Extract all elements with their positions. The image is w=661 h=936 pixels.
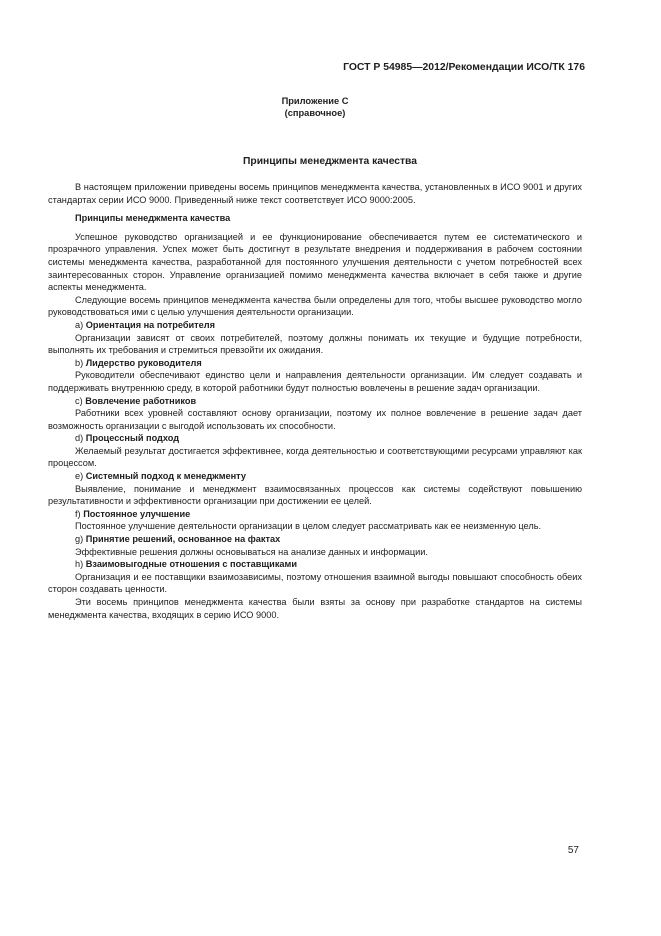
principle-a-heading bbox=[48, 319, 582, 332]
principle-a-text: Организации зависят от своих потребителей, поэтому должны понимать их текущие и будущие потребности, выполнять их требования и стремиться превзойти их ожидания. bbox=[48, 332, 582, 356]
principle-d-text: Желаемый результат достигается эффективнее, когда деятельностью и соответствующими ресурсами управляют как процессом. bbox=[48, 445, 582, 469]
principle-c-text: Работники всех уровней составляют основу организации, поэтому их полное вовлечение в решение задач дает возможность организации с выгодой использовать их способности. bbox=[48, 408, 582, 431]
paragraph-2: Следующие восемь принципов менеджмента качества были определены для того, чтобы высшее руководство могло руководствоваться ими с целью улучшения деятельности организации. bbox=[48, 294, 582, 318]
appendix-title: Приложение С bbox=[281, 96, 349, 106]
principle-name: Системный подход к менеджменту bbox=[85, 471, 246, 482]
principle-h-heading bbox=[48, 558, 582, 571]
principle-h-text: Организация и ее поставщики взаимозависимы, поэтому отношения взаимной выгоды повышают способность обеих сторон создавать ценности. bbox=[48, 571, 582, 595]
page-number: 57 bbox=[567, 845, 579, 856]
principle-b-text: Руководители обеспечивают единство цели и направления деятельности организации. Им следует создавать и поддерживать внутреннюю среду, в которой работники будут полностью вовлечены в решение задач организации. bbox=[48, 370, 582, 393]
principle-d-heading bbox=[48, 432, 582, 445]
principle-letter: b) bbox=[75, 357, 84, 368]
principle-letter: d) bbox=[75, 433, 84, 444]
principle-name: Вовлечение работников bbox=[85, 395, 197, 406]
section-heading: Принципы менеджмента качества bbox=[75, 213, 231, 224]
closing-paragraph: Эти восемь принципов менеджмента качества были взяты за основу при разработке стандартов на системы менеджмента качества, входящих в серию ИСО 9000. bbox=[48, 597, 582, 620]
principle-letter: e) bbox=[75, 471, 84, 482]
principle-g-heading bbox=[48, 533, 582, 546]
principle-letter: g) bbox=[75, 534, 84, 545]
principle-name: Ориентация на потребителя bbox=[85, 319, 215, 330]
principle-letter: c) bbox=[75, 395, 83, 406]
paragraph-1: Успешное руководство организацией и ее функционирование обеспечивается путем ее систематического и прозрачного управления. Успех может быть достигнут в результате внедрения и поддерживания в рабочем состоянии системы менеджмента качества, разработанной для постоянного улучшения деятельности с учетом потребностей всех заинтересованных сторон. Управление организацией помимо менеджмента качества включает в себя также и другие аспекты менеджмента. bbox=[48, 231, 582, 293]
page-title: Принципы менеджмента качества bbox=[243, 156, 417, 167]
principle-e-heading bbox=[48, 470, 582, 483]
principle-letter: f) bbox=[75, 508, 81, 519]
principle-name: Постоянное улучшение bbox=[83, 508, 191, 519]
principle-f-heading bbox=[48, 508, 582, 521]
appendix-label bbox=[200, 95, 430, 119]
principle-letter: a) bbox=[75, 319, 84, 330]
principle-name: Взаимовыгодные отношения с поставщиками bbox=[85, 559, 297, 570]
principle-name: Процессный подход bbox=[85, 433, 180, 444]
principle-g-text: Эффективные решения должны основываться на анализе данных и информации. bbox=[75, 546, 428, 557]
document-header: ГОСТ Р 54985—2012/Рекомендации ИСО/ТК 176 bbox=[343, 62, 585, 73]
appendix-type: (справочное) bbox=[284, 108, 346, 118]
principle-e-text: Выявление, понимание и менеджмент взаимосвязанных процессов как системы содействуют повышению результативности и эффективности организации при достижении ее целей. bbox=[48, 483, 582, 507]
principle-name: Лидерство руководителя bbox=[85, 357, 202, 368]
document-body bbox=[48, 181, 582, 621]
principle-letter: h) bbox=[75, 559, 84, 570]
intro-paragraph: В настоящем приложении приведены восемь принципов менеджмента качества, установленных в ИСО 9001 и других стандартах серии ИСО 9000. Приведенный ниже текст соответствует ИСО 9000:2005. bbox=[48, 182, 582, 205]
principle-b-heading bbox=[48, 357, 582, 370]
principle-f-text: Постоянное улучшение деятельности организации в целом следует рассматривать как ее неизменную цель. bbox=[75, 521, 542, 532]
principle-c-heading bbox=[48, 395, 582, 408]
principle-name: Принятие решений, основанное на фактах bbox=[85, 534, 281, 545]
